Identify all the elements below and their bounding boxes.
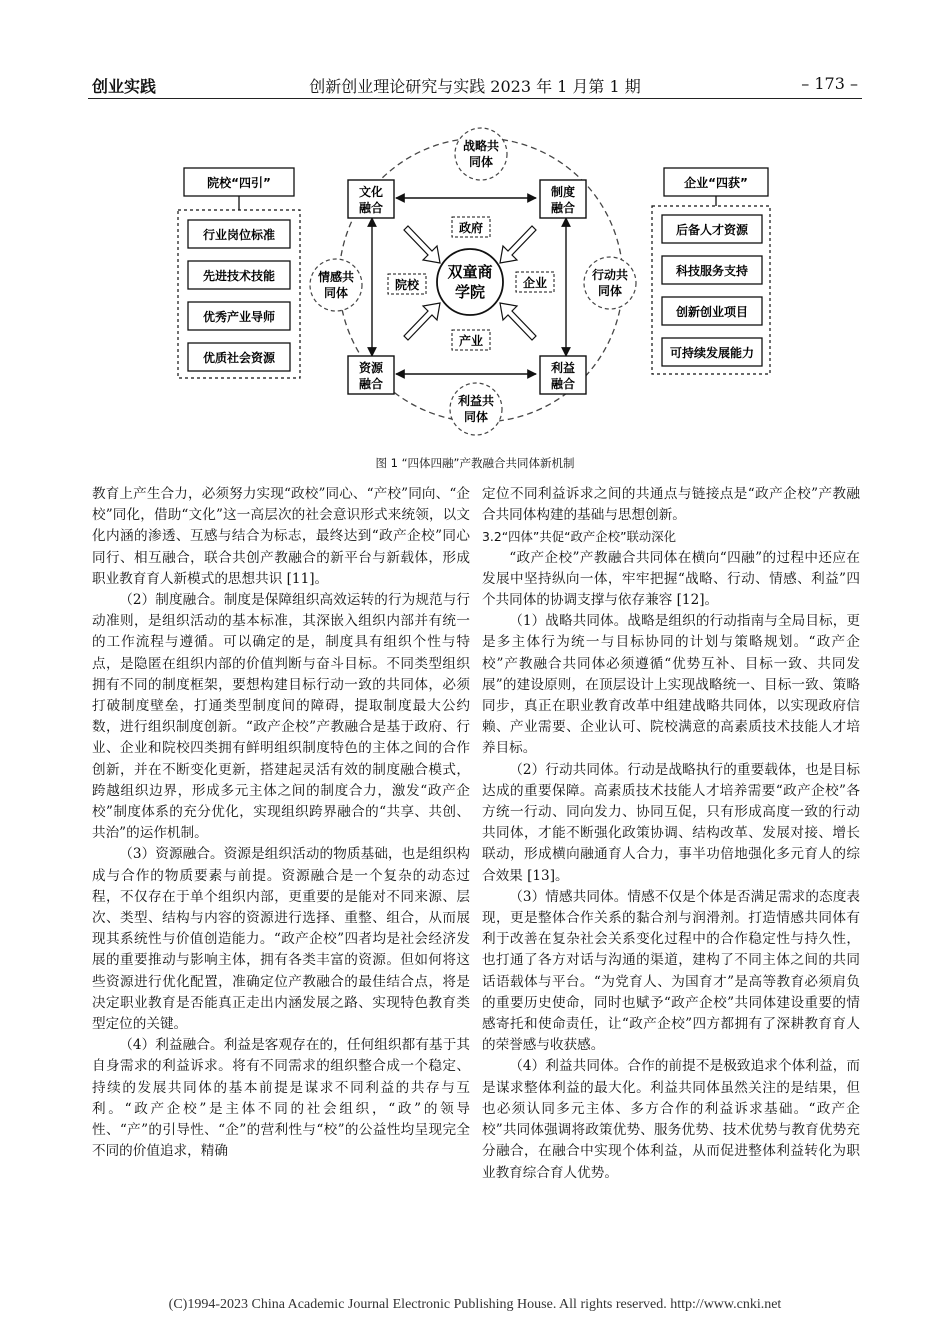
paragraph: 教育上产生合力，必须努力实现“政校”同心、“产校”同向、“企校”同化，借助“文化”这一高层次的社会意识形式来统领，以文化内涵的渗透、互感与结合为标志，最终达到“政产企校”同心同行、相互融合，联合共创产教融合的新平台与新载体，形成职业教育育人新模式的思想共识 [11]。: [92, 486, 470, 587]
actor-school: [388, 274, 426, 294]
mechanism-diagram: [176, 120, 776, 440]
school-item: [188, 220, 290, 248]
actor-industry: [452, 330, 490, 350]
figure-caption: 图 1 “四体四融”产教融合共同体新机制: [375, 456, 575, 470]
paragraph: “政产企校”产教融合共同体在横向“四融”的过程中还应在发展中坚持纵向一体，牢牢把握“战略、行动、情感、利益”四个共同体的协调支撑与依存兼容 [12]。: [482, 549, 860, 609]
svg-text:同体: 同体: [597, 284, 623, 298]
svg-text:优质社会资源: 优质社会资源: [202, 351, 276, 365]
actor-enterprise: [516, 272, 554, 292]
svg-text:融合: 融合: [550, 377, 576, 391]
header-rule: [88, 98, 862, 99]
enterprise-item: [662, 256, 762, 284]
svg-text:可持续发展能力: 可持续发展能力: [669, 346, 755, 360]
svg-text:资源: 资源: [358, 361, 384, 375]
community-action: [584, 257, 636, 309]
enterprise-panel-title: 企业“四获”: [684, 176, 748, 190]
svg-text:先进技术技能: 先进技术技能: [202, 269, 276, 283]
svg-text:战略共: 战略共: [462, 139, 500, 153]
paragraph: （4）利益融合。利益是客观存在的，任何组织都有基于其自身需求的利益诉求。将有不同需求的组织整合成一个稳定、持续的发展共同体的基本前提是谋求不同利益的共存与互利。“政产企校”是主体不同的社会组织，“政”的领导性、“产”的引导性、“企”的营利性与“校”的公益性均呈现完全不同的价值追求，精确: [92, 1037, 470, 1160]
svg-text:企业: 企业: [522, 276, 548, 290]
svg-text:科技服务支持: 科技服务支持: [675, 264, 749, 278]
right-column: [482, 484, 860, 1184]
paragraph: （1）战略共同体。战略是组织的行动指南与全局目标，更是多主体行为统一与目标协同的计划与策略规划。“政产企校”产教融合共同体必须遵循“优势互补、目标一致、共同发展”的建设原则，在顶层设计上实现战略统一、目标一致、策略同步，真正在职业教育改革中组建战略共同体，以实现政府信赖、产业需要、企业认可、院校满意的高素质技术技能人才培养目标。: [482, 613, 860, 757]
svg-text:融合: 融合: [550, 201, 576, 215]
school-item: [188, 261, 290, 289]
paragraph: （3）情感共同体。情感不仅是个体是否满足需求的态度表现，更是整体合作关系的黏合剂与润滑剂。打造情感共同体有利于改善在复杂社会关系变化过程中的合作稳定性与持久性，也打通了各方对话与沟通的渠道，建构了不同主体之间的共同话语载体与平台。“为党育人、为国育才”是高等教育必须肩负的重要历史使命，同时也赋予“政产企校”共同体建设重要的情感寄托和使命责任，让“政产企校”四方都拥有了深耕教育育人的荣誉感与收获感。: [482, 888, 860, 1054]
center-label: 学院: [454, 283, 486, 301]
community-strategy: [455, 128, 507, 180]
fusion-benefit: [540, 356, 586, 394]
enterprise-panel: [652, 168, 770, 374]
fusion-system: [540, 180, 586, 218]
school-panel: [178, 168, 300, 378]
svg-text:利益共: 利益共: [457, 394, 495, 408]
svg-text:创新创业项目: 创新创业项目: [675, 305, 749, 319]
paragraph: 定位不同利益诉求之间的共通点与链接点是“政产企校”产教融合共同体构建的基础与思想创新。: [482, 486, 860, 524]
svg-text:政府: 政府: [458, 221, 484, 235]
paragraph: （2）制度融合。制度是保障组织高效运转的行为规范与行动准则，是组织活动的基本标准，其深嵌入组织内部并有统一的工作流程与遵循。可以确定的是，制度具有组织个性与特点，是隐匿在组织内部的价值判断与奋斗目标。不同类型组织拥有不同的制度框架，要想构建目标行动一致的共同体，必须打破制度壁垒，打通类型制度间的障碍，提取制度最大公约数，进行组织制度创新。“政产企校”产教融合是基于政府、行业、企业和院校四类拥有鲜明组织制度特色的主体之间的合作创新，并在不断变化更新，搭建起灵活有效的制度融合模式，跨越组织边界，形成多元主体之间的制度合力，激发“政产企校”制度体系的充分优化，实现组织跨界融合的“共享、共创、共治”的运作机制。: [92, 592, 470, 842]
svg-text:优秀产业导师: 优秀产业导师: [202, 310, 276, 324]
svg-text:制度: 制度: [550, 185, 576, 199]
enterprise-item: [662, 297, 762, 325]
fusion-resource: [348, 356, 394, 394]
enterprise-item: [662, 215, 762, 243]
svg-text:融合: 融合: [358, 377, 384, 391]
paragraph: （4）利益共同体。合作的前提不是极致追求个体利益，而是谋求整体利益的最大化。利益共同体虽然关注的是结果，但也必须认同多元主体、多方合作的利益诉求基础。“政产企校”共同体强调将政策优势、服务优势、技术优势与教育优势充分融合，在融合中实现个体利益，从而促进整体利益转化为职业教育综合育人优势。: [482, 1058, 860, 1181]
copyright-footer: (C)1994-2023 China Academic Journal Electronic Publishing House. All rights reserved. http://www.cnki.net: [168, 1297, 782, 1312]
left-column: [92, 484, 470, 1163]
journal-title: 创新创业理论研究与实践 2023 年 1 月第 1 期: [309, 77, 641, 96]
svg-text:后备人才资源: 后备人才资源: [675, 223, 749, 237]
fusion-culture: [348, 180, 394, 218]
svg-text:行业岗位标准: 行业岗位标准: [202, 228, 276, 242]
svg-text:文化: 文化: [358, 185, 384, 199]
svg-text:融合: 融合: [358, 201, 384, 215]
enterprise-item: [662, 338, 762, 366]
svg-text:情感共: 情感共: [317, 270, 355, 284]
paragraph: （3）资源融合。资源是组织活动的物质基础，也是组织构成与合作的物质要素与前提。资源融合是一个复杂的动态过程，不仅存在于单个组织内部，更重要的是能对不同来源、层次、类型、结构与内容的资源进行选择、重整、组合，从而展现其系统性与价值创造能力。“政产企校”四者均是社会经济发展的重要推动与影响主体，拥有各类丰富的资源。但如何将这些资源进行优化配置，准确定位产教融合的最佳结合点，将是决定职业教育是否能真正走出内涵发展之路、实现特色教育类型定位的关键。: [92, 846, 470, 1033]
svg-text:同体: 同体: [323, 286, 349, 300]
community-interest: [450, 383, 502, 435]
school-item: [188, 302, 290, 330]
community-emotion: [310, 259, 362, 311]
section-subheading: 3.2“四体”共促“政产企校”联动深化: [482, 529, 677, 545]
svg-text:同体: 同体: [463, 410, 489, 424]
svg-text:同体: 同体: [468, 155, 494, 169]
svg-text:院校: 院校: [394, 278, 420, 292]
page-number: – 173 –: [801, 74, 858, 93]
center-circle: [437, 249, 503, 315]
section-label: 创业实践: [92, 77, 157, 96]
svg-text:产业: 产业: [458, 334, 484, 348]
svg-text:行动共: 行动共: [591, 268, 629, 282]
school-panel-title: 院校“四引”: [207, 176, 271, 190]
page-header: [0, 68, 950, 98]
school-item: [188, 343, 290, 371]
paragraph: （2）行动共同体。行动是战略执行的重要载体，也是目标达成的重要保障。高素质技术技能人才培养需要“政产企校”各方统一行动、同向发力、协同互促，只有形成高度一致的行动共同体，才能不断强化政策协调、结构改革、发展对接、增长联动，形成横向融通育人合力，事半功倍地强化多元育人的综合效果 [13]。: [482, 761, 860, 884]
center-label: 双童商: [447, 263, 493, 281]
svg-text:利益: 利益: [550, 361, 576, 375]
actor-gov: [452, 217, 490, 237]
